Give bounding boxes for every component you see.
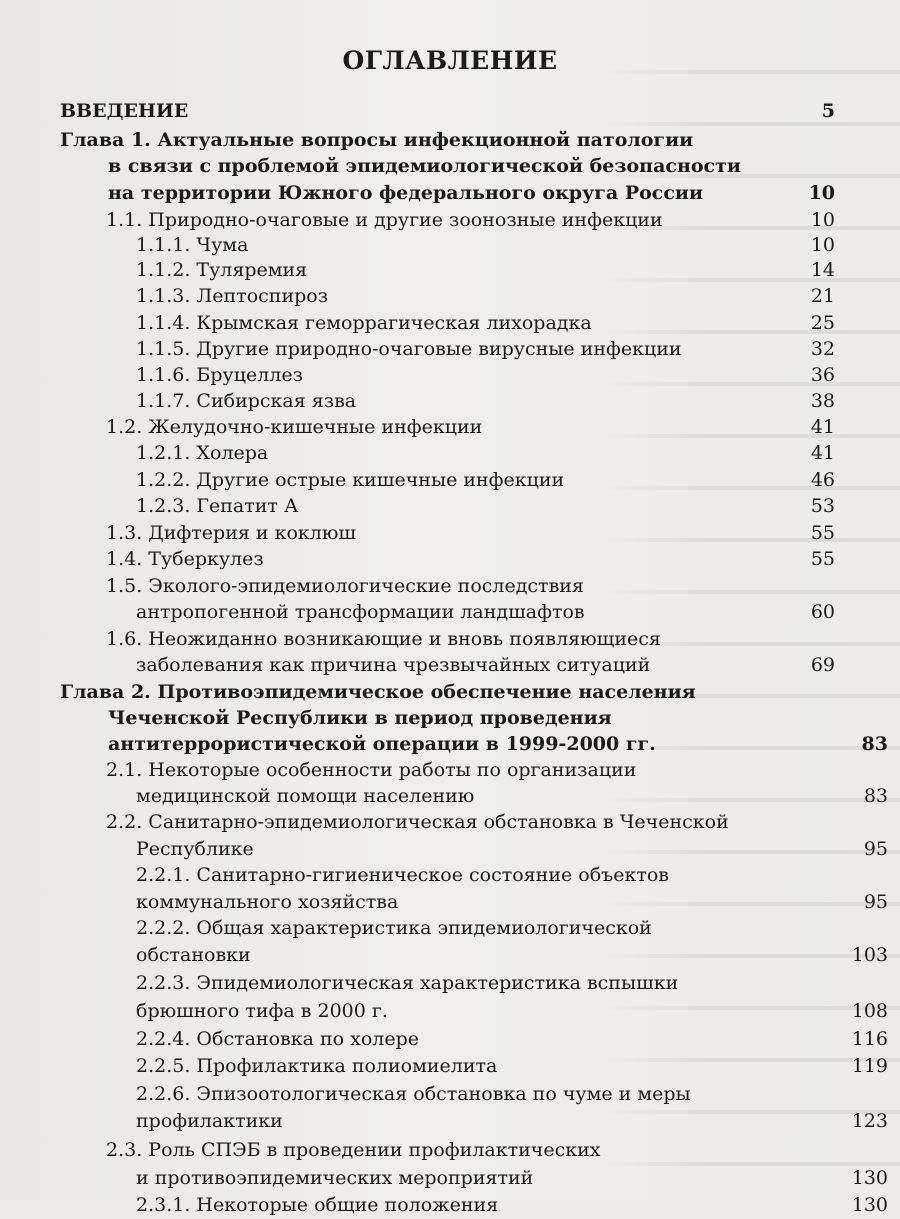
toc-entry-title: на территории Южного федерального округа России (108, 182, 704, 204)
toc-entry-title: 1.1.4. Крымская геморрагическая лихорадка (136, 312, 592, 334)
toc-entry (136, 942, 888, 969)
toc-page-number: 108 (851, 1000, 888, 1022)
toc-entry (136, 440, 835, 467)
toc-entry-title: 1.1.5. Другие природно-очаговые вирусные инфекции (136, 338, 682, 360)
toc-entry (136, 1053, 888, 1080)
toc-entry-title: 1.1. Природно-очаговые и другие зоонозные инфекции (106, 209, 663, 231)
toc-page-number: 119 (851, 1055, 888, 1077)
toc-page-number: 41 (810, 416, 835, 438)
toc-entry (136, 862, 669, 889)
toc-entry (108, 180, 835, 207)
toc-entry-title: 1.6. Неожиданно возникающие и вновь появляющиеся (106, 628, 661, 650)
toc-entry-title: 1.1.7. Сибирская язва (136, 390, 357, 412)
toc-entry-title: заболевания как причина чрезвычайных ситуаций (136, 654, 651, 676)
toc-entry (136, 783, 888, 810)
toc-page-number: 10 (808, 182, 835, 204)
toc-entry (136, 915, 652, 942)
toc-entry (136, 310, 835, 337)
toc-entry (106, 573, 584, 600)
toc-entry-title: 1.2.3. Гепатит А (136, 495, 299, 517)
toc-page-number: 21 (810, 285, 835, 307)
toc-entry (136, 1081, 691, 1108)
toc-entry-title: ВВЕДЕНИЕ (60, 100, 189, 122)
toc-page-number: 5 (821, 100, 835, 122)
toc-entry (136, 467, 835, 494)
toc-entry-title: 2.2.1. Санитарно-гигиеническое состояние объектов (136, 864, 669, 886)
toc-entry-title: 2.2.6. Эпизоотологическая обстановка по чуме и меры (136, 1083, 691, 1105)
toc-entry (136, 388, 835, 415)
toc-entry (108, 153, 741, 180)
toc-page-number: 60 (810, 601, 835, 623)
toc-entry-title: брюшного тифа в 2000 г. (136, 1000, 388, 1022)
toc-page-number: 46 (810, 469, 835, 491)
toc-entry (136, 1165, 888, 1192)
toc-page-number: 95 (863, 891, 888, 913)
toc-entry (106, 520, 835, 547)
toc-page-number: 130 (851, 1194, 888, 1216)
toc-entry (136, 970, 678, 997)
toc-entry (136, 362, 835, 389)
toc-entry (60, 679, 696, 706)
toc-entry-title: 1.1.2. Туляремия (136, 259, 308, 281)
toc-entry-title: 1.5. Эколого-эпидемиологические последствия (106, 575, 584, 597)
toc-page-number: 95 (863, 838, 888, 860)
toc-entry (136, 1192, 888, 1219)
toc-page-number: 53 (810, 495, 835, 517)
toc-entry-title: в связи с проблемой эпидемиологической безопасности (108, 155, 741, 177)
toc-entry (106, 546, 835, 573)
toc-entry-title: Глава 1. Актуальные вопросы инфекционной патологии (60, 129, 694, 151)
toc-entry (136, 283, 835, 310)
toc-page-number: 10 (810, 209, 835, 231)
toc-entry-title: 2.1. Некоторые особенности работы по организации (106, 759, 637, 781)
toc-entry (136, 336, 835, 363)
toc-entry-title: 1.1.3. Лептоспироз (136, 285, 329, 307)
toc-entry-title: 2.2.2. Общая характеристика эпидемиологической (136, 917, 652, 939)
toc-entry (136, 652, 835, 679)
toc-entry (108, 731, 888, 758)
toc-entry-title: обстановки (136, 944, 251, 966)
toc-page-number: 36 (810, 364, 835, 386)
toc-entry (136, 493, 835, 520)
toc-page-number: 83 (863, 785, 888, 807)
toc-entry (106, 1137, 600, 1164)
toc-entry (136, 1026, 888, 1053)
toc-entry-title: Глава 2. Противоэпидемическое обеспечение населения (60, 681, 696, 703)
toc-entry (136, 232, 835, 259)
toc-page-number: 32 (810, 338, 835, 360)
toc-page-number: 55 (810, 548, 835, 570)
toc-page-number: 41 (810, 442, 835, 464)
toc-entry-title: 1.2.1. Холера (136, 442, 269, 464)
toc-entry-title: и противоэпидемических мероприятий (136, 1167, 534, 1189)
toc-page-number: 10 (810, 234, 835, 256)
toc-page-number: 130 (851, 1167, 888, 1189)
toc-entry (106, 757, 636, 784)
toc-entry (106, 626, 661, 653)
toc-entry (136, 257, 835, 284)
toc-entry (136, 599, 835, 626)
toc-entry-title: профилактики (136, 1110, 283, 1132)
toc-entry (136, 836, 888, 863)
toc-entry-title: 2.2.5. Профилактика полиомиелита (136, 1055, 498, 1077)
toc-page-number: 38 (810, 390, 835, 412)
toc-entry-title: 1.4. Туберкулез (106, 548, 264, 570)
toc-page-number: 123 (851, 1110, 888, 1132)
toc-entry-title: коммунального хозяйства (136, 891, 399, 913)
toc-entry (136, 998, 888, 1025)
page-title: ОГЛАВЛЕНИЕ (342, 46, 558, 75)
toc-page-number: 83 (861, 733, 888, 755)
toc-entry-title: антропогенной трансформации ландшафтов (136, 601, 585, 623)
toc-page-number: 55 (810, 522, 835, 544)
toc-entry (108, 705, 612, 732)
toc-entry-title: 2.2.4. Обстановка по холере (136, 1028, 419, 1050)
toc-page-number: 103 (851, 944, 888, 966)
toc-entry-title: 2.2.3. Эпидемиологическая характеристика вспышки (136, 972, 679, 994)
toc-entry-title: 2.2. Санитарно-эпидемиологическая обстановка в Чеченской (106, 811, 729, 833)
toc-entry-title: 1.2.2. Другие острые кишечные инфекции (136, 469, 565, 491)
toc-page-number: 69 (810, 654, 835, 676)
toc-page-number: 25 (810, 312, 835, 334)
toc-page-number: 14 (810, 259, 835, 281)
toc-entry-title: антитеррористической операции в 1999-2000 гг. (108, 733, 656, 755)
toc-entry (106, 809, 729, 836)
toc-entry-title: 1.3. Дифтерия и коклюш (106, 522, 357, 544)
toc-entry (106, 414, 835, 441)
toc-entry-title: 2.3. Роль СПЭБ в проведении профилактических (106, 1139, 601, 1161)
toc-entry (106, 207, 835, 234)
toc-entry-title: Чеченской Республики в период проведения (108, 707, 612, 729)
toc-page-number: 116 (851, 1028, 888, 1050)
toc-entry (60, 98, 835, 125)
toc-entry-title: 1.1.6. Бруцеллез (136, 364, 303, 386)
toc-entry-title: 2.3.1. Некоторые общие положения (136, 1194, 499, 1216)
toc-entry (136, 889, 888, 916)
toc-entry-title: 1.1.1. Чума (136, 234, 249, 256)
toc-entry-title: Республике (136, 838, 254, 860)
toc-entry (60, 127, 693, 154)
toc-entry-title: медицинской помощи населению (136, 785, 475, 807)
toc-entry-title: 1.2. Желудочно-кишечные инфекции (106, 416, 483, 438)
toc-entry (136, 1108, 888, 1135)
